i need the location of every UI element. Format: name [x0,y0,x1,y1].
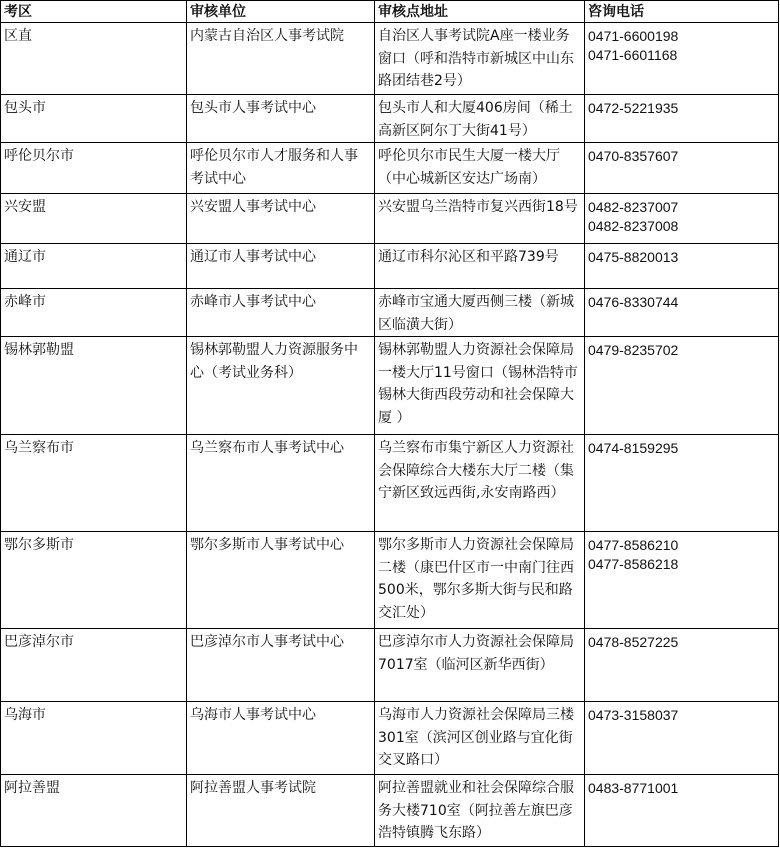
cell-region: 阿拉善盟 [1,775,187,847]
cell-unit: 通辽市人事考试中心 [187,244,375,289]
phone-number: 0475-8820013 [588,249,679,265]
cell-phone [585,532,779,629]
cell-region: 兴安盟 [1,194,187,244]
cell-region: 锡林郭勒盟 [1,337,187,435]
cell-phone [585,337,779,435]
cell-address: 锡林郭勒盟人力资源社会保障局一楼大厅11号窗口（锡林浩特市锡林大街西段劳动和社会保障大厦 ） [375,337,585,435]
table-row [1,337,779,435]
cell-unit: 赤峰市人事考试中心 [187,289,375,337]
phone-number: 0477-8586210 [588,537,679,553]
cell-unit: 兴安盟人事考试中心 [187,194,375,244]
cell-address: 乌兰察布市集宁新区人力资源社会保障综合大楼东大厅二楼（集宁新区致远西街,永安南路西） [375,435,585,532]
cell-region: 通辽市 [1,244,187,289]
phone-number: 0471-6601168 [588,47,678,63]
table-body [1,23,779,847]
phone-number: 0478-8527225 [588,634,679,650]
cell-phone [585,194,779,244]
cell-phone [585,775,779,847]
cell-phone [585,702,779,775]
header-unit: 审核单位 [187,1,375,23]
phone-number: 0473-3158037 [588,707,679,723]
table-header-row [1,1,779,23]
table-row [1,435,779,532]
phone-number: 0476-8330744 [588,294,679,310]
cell-unit: 巴彦淖尔市人事考试中心 [187,629,375,702]
cell-address: 阿拉善盟就业和社会保障综合服务大楼710室（阿拉善左旗巴彦浩特镇腾飞东路） [375,775,585,847]
cell-phone [585,629,779,702]
phone-number: 0470-8357607 [588,148,679,164]
phone-number: 0482-8237008 [588,218,679,234]
cell-address: 包头市人和大厦406房间（稀土高新区阿尔丁大街41号） [375,95,585,143]
cell-address: 呼伦贝尔市民生大厦一楼大厅（中心城新区安达广场南） [375,143,585,194]
phone-number: 0474-8159295 [588,440,679,456]
header-phone: 咨询电话 [585,1,779,23]
phone-number: 0471-6600198 [588,28,679,44]
table-row [1,23,779,95]
cell-address: 鄂尔多斯市人力资源社会保障局二楼（康巴什区市一中南门往西500米，鄂尔多斯大街与民和路交汇处） [375,532,585,629]
cell-unit: 鄂尔多斯市人事考试中心 [187,532,375,629]
cell-unit: 内蒙古自治区人事考试院 [187,23,375,95]
cell-region: 区直 [1,23,187,95]
cell-region: 赤峰市 [1,289,187,337]
cell-phone [585,23,779,95]
table-row [1,629,779,702]
phone-number: 0483-8771001 [588,780,679,796]
cell-address: 自治区人事考试院A座一楼业务窗口（呼和浩特市新城区中山东路团结巷2号） [375,23,585,95]
cell-region: 鄂尔多斯市 [1,532,187,629]
cell-address: 巴彦淖尔市人力资源社会保障局7017室（临河区新华西街） [375,629,585,702]
cell-region: 呼伦贝尔市 [1,143,187,194]
cell-unit: 阿拉善盟人事考试院 [187,775,375,847]
cell-region: 巴彦淖尔市 [1,629,187,702]
cell-address: 兴安盟乌兰浩特市复兴西街18号 [375,194,585,244]
cell-region: 乌海市 [1,702,187,775]
cell-address: 通辽市科尔沁区和平路739号 [375,244,585,289]
cell-phone [585,435,779,532]
phone-number: 0472-5221935 [588,100,679,116]
phone-number: 0477-8586218 [588,556,679,572]
cell-address: 赤峰市宝通大厦西侧三楼（新城区临潢大街） [375,289,585,337]
cell-phone [585,289,779,337]
header-region: 考区 [1,1,187,23]
cell-unit: 包头市人事考试中心 [187,95,375,143]
cell-address: 乌海市人力资源社会保障局三楼301室（滨河区创业路与宜化街交叉路口） [375,702,585,775]
table-row [1,194,779,244]
table-row [1,532,779,629]
table-row [1,143,779,194]
phone-number: 0482-8237007 [588,199,679,215]
cell-unit: 锡林郭勒盟人力资源服务中心（考试业务科） [187,337,375,435]
table-row [1,95,779,143]
cell-region: 乌兰察布市 [1,435,187,532]
table-row [1,775,779,847]
cell-region: 包头市 [1,95,187,143]
cell-unit: 乌海市人事考试中心 [187,702,375,775]
cell-unit: 乌兰察布市人事考试中心 [187,435,375,532]
table-row [1,289,779,337]
cell-phone [585,95,779,143]
phone-number: 0479-8235702 [588,342,679,358]
header-address: 审核点地址 [375,1,585,23]
cell-unit: 呼伦贝尔市人才服务和人事考试中心 [187,143,375,194]
cell-phone [585,244,779,289]
table-row [1,244,779,289]
cell-phone [585,143,779,194]
table-row [1,702,779,775]
